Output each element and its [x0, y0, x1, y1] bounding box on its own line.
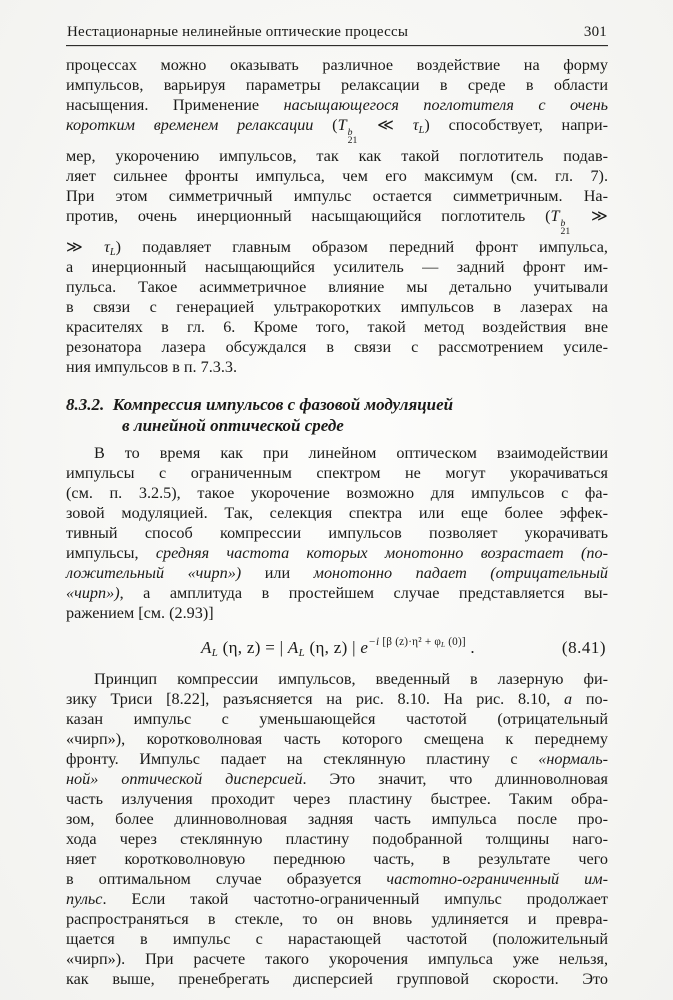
- running-head: Нестационарные нелинейные оптические процессы: [67, 24, 409, 40]
- text-run: импульсы,: [66, 543, 156, 562]
- text-line: [66, 206, 608, 237]
- text-line: [66, 949, 608, 969]
- text-run: L: [441, 640, 446, 649]
- text-line: [66, 55, 608, 75]
- text-line: [66, 146, 608, 166]
- equation-number: (8.41): [561, 637, 606, 657]
- text-run: коротким временем релаксации: [66, 116, 314, 134]
- text-line: [66, 357, 608, 377]
- text-run: или: [241, 563, 314, 582]
- text-line: [66, 503, 608, 523]
- text-run: мер, укорочению импульсов, так как такой поглотитель подав-: [66, 146, 608, 165]
- text-run: ляет сильнее фронты импульса, чем его максимум (см. гл. 7).: [66, 166, 608, 185]
- paragraph: [66, 443, 608, 623]
- sub-sup-stack: b 21: [560, 217, 571, 238]
- text-line: [66, 186, 608, 206]
- text-run: −i: [368, 635, 383, 648]
- text-run: а инерционный насыщающийся усилитель — задний фронт им-: [66, 257, 608, 276]
- text-run: ) подавляет главным образом передний фронт импульса,: [115, 237, 608, 256]
- text-run: При этом симметричный импульс остается симметричным. На-: [66, 186, 608, 205]
- text-line: [66, 809, 608, 829]
- text-line: [66, 337, 608, 357]
- text-line: [66, 929, 608, 949]
- text-line: [66, 317, 608, 337]
- text-line: [66, 889, 608, 909]
- text-run: A: [287, 637, 299, 657]
- text-run: L: [418, 124, 425, 136]
- text-run: распространяться в стекле, то он вновь удлиняется и превра-: [66, 909, 608, 928]
- text-line: [66, 483, 608, 503]
- text-run: «нормаль-: [538, 749, 608, 768]
- text-run: насыщения. Применение: [66, 96, 284, 114]
- text-run: фронту. Импульс падает на стеклянную пластину с: [66, 749, 539, 768]
- text-line: [66, 563, 608, 583]
- text-run: L: [211, 646, 219, 659]
- text-line: [66, 909, 608, 929]
- text-run: ражением [см. (2.93)]: [66, 603, 214, 622]
- text-run: 8.3.2. Компрессия импульсов с фазовой модуляцией: [66, 394, 454, 414]
- text-line: [66, 166, 608, 186]
- text-run: Принцип компрессии импульсов, введенный в лазерную фи-: [94, 669, 608, 688]
- text-run: τ: [104, 237, 110, 256]
- text-run: ≪: [358, 116, 413, 134]
- text-line: [66, 789, 608, 809]
- text-run: резонатора лазера обсуждался в связи с рассмотрением усиле-: [66, 337, 608, 356]
- text-run: ≫: [66, 237, 105, 256]
- text-run: T: [337, 116, 347, 134]
- text-run: A: [201, 637, 212, 657]
- text-run: ≫: [571, 206, 608, 225]
- page-header: [66, 24, 608, 45]
- text-line: [66, 543, 608, 563]
- text-run: .: [465, 637, 475, 657]
- text-run: в связи с генерацией ультракоротких импульсов в лазерах на: [66, 297, 608, 316]
- text-run: частотно-ограниченный им-: [386, 869, 608, 888]
- text-run: ной» оптической дисперсией: [66, 769, 303, 788]
- text-run: против, очень инерционный насыщающийся поглотитель (: [66, 206, 551, 225]
- text-run: . Если такой частотно-ограниченный импульс продолжает: [102, 889, 608, 908]
- text-run: [368, 636, 466, 648]
- text-line: [66, 729, 608, 749]
- text-run: щается в импульс с нарастающей частотой (положительный: [66, 929, 608, 948]
- text-line: [66, 95, 608, 115]
- text-run: (0)]: [445, 635, 466, 648]
- text-run: а: [564, 689, 573, 708]
- text-run: τ: [412, 116, 419, 134]
- equation-formula: [201, 633, 475, 663]
- text-run: , а амплитуда в простейшем случае представляется вы-: [119, 583, 608, 602]
- text-run: насыщающегося поглотителя с очень: [283, 96, 608, 114]
- text-run: монотонно падает (отрицательный: [313, 563, 608, 582]
- text-run: хода через стеклянную пластину подобранной толщины наго-: [66, 829, 608, 848]
- text-line: [66, 463, 608, 483]
- text-line: [66, 709, 608, 729]
- text-run: «чирп»). При расчете такого укорочения импульса уже нельзя,: [66, 949, 608, 968]
- text-run: зику Триси [8.22], разъясняется на рис. 8.10. На рис. 8.10,: [66, 689, 565, 708]
- text-run: . Это значит, что длинноволновая: [302, 769, 609, 788]
- text-run: «чирп»), коротковолновая часть которого смещена к переднему: [66, 729, 608, 748]
- text-line: [66, 277, 608, 297]
- text-run: импульсов, варьируя параметры релаксации в среде в области: [66, 76, 608, 94]
- text-run: по-: [572, 689, 609, 708]
- page-body: [66, 55, 608, 989]
- text-run: в линейной оптической среде: [122, 416, 344, 436]
- text-run: средняя частота которых монотонно возрастает (по-: [155, 543, 608, 562]
- text-line: [66, 415, 608, 437]
- text-run: тивный способ компрессии импульсов позволяет укорачивать: [66, 523, 608, 542]
- text-line: [66, 689, 608, 709]
- text-line: [66, 443, 608, 463]
- page-number: 301: [583, 24, 607, 40]
- text-run: часть излучения проходит через пластину быстрее. Таким обра-: [66, 789, 608, 808]
- text-line: [66, 257, 608, 277]
- text-run: процессах можно оказывать различное воздействие на форму: [66, 56, 608, 74]
- text-run: (η, z) |: [304, 637, 361, 657]
- text-run: «чирп»): [66, 583, 120, 602]
- text-run: ложительный «чирп»): [66, 563, 242, 582]
- paragraph: [66, 55, 608, 377]
- equation-row: [66, 633, 608, 663]
- text-run: пульса. Такое асимметричное влияние мы детально учитывали: [66, 277, 608, 296]
- text-line: [66, 523, 608, 543]
- text-line: [66, 394, 608, 416]
- text-line: [66, 75, 608, 95]
- text-line: [66, 829, 608, 849]
- text-run: няет коротковолновую переднюю часть, в результате чего: [66, 849, 608, 868]
- text-line: [66, 603, 608, 623]
- text-run: зовой модуляцией. Так, селекция спектра или еще более эффек-: [66, 503, 608, 522]
- text-line: [66, 769, 608, 789]
- text-line: [66, 749, 608, 769]
- text-run: казан импульс с уменьшающейся частотой (отрицательный: [66, 709, 608, 728]
- text-run: пульс: [66, 889, 103, 908]
- section-heading: [66, 394, 608, 437]
- text-run: как выше, пренебрегать дисперсией групповой скорости. Это: [66, 969, 608, 988]
- text-run: В то время как при линейном оптическом взаимодействии: [94, 443, 608, 462]
- text-run: (см. п. 3.2.5), такое укорочение возможно для импульсов с фа-: [66, 483, 608, 502]
- text-line: [66, 669, 608, 689]
- text-line: [66, 869, 608, 889]
- text-run: красителях в гл. 6. Кроме того, такой метод воздействия вне: [66, 317, 608, 336]
- text-line: [66, 115, 608, 146]
- text-run: T: [550, 206, 560, 225]
- text-run: e: [360, 637, 369, 657]
- text-run: ) способствует, напри-: [424, 116, 608, 134]
- text-run: в оптимальном случае образуется: [66, 869, 387, 888]
- text-run: ния импульсов в п. 7.3.3.: [66, 357, 238, 376]
- text-run: (: [313, 116, 338, 134]
- text-run: L: [109, 246, 116, 258]
- text-run: зом, более длинноволновая задняя часть импульса после про-: [66, 809, 608, 828]
- text-line: [66, 583, 608, 603]
- sub-sup-stack: b 21: [347, 126, 358, 147]
- paragraph: [66, 669, 608, 989]
- text-run: (η, z) = |: [218, 637, 288, 657]
- text-run: импульсы с ограниченным спектром не могут укорачиваться: [66, 463, 608, 482]
- text-line: [66, 237, 608, 257]
- text-run: [β (z)·η² + φ: [382, 635, 442, 648]
- text-line: [66, 969, 608, 989]
- text-line: [66, 849, 608, 869]
- text-line: [66, 297, 608, 317]
- header-rule: [66, 45, 608, 46]
- text-run: L: [298, 646, 305, 659]
